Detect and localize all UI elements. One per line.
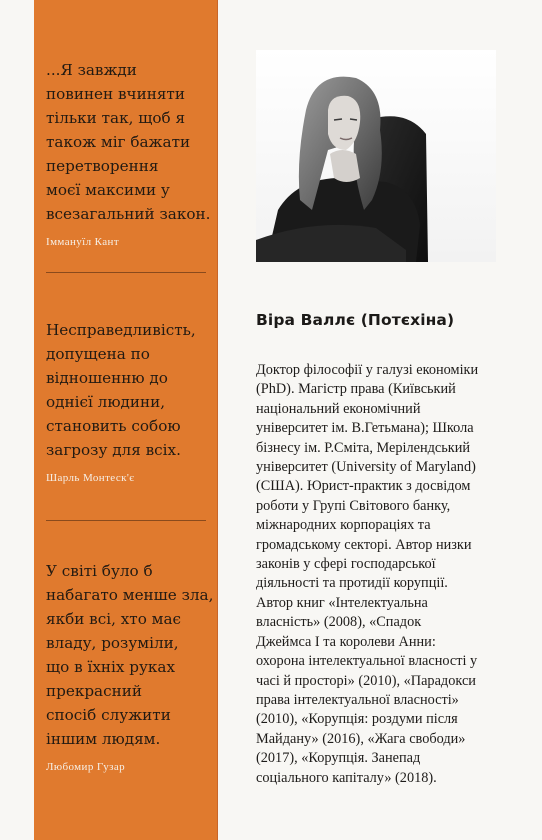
quote-divider [46, 272, 206, 273]
quote-text: ...Я завжди повинен вчиняти тільки так, щоб я також міг бажати перетворення моєї максими у всезагальний закон. [46, 61, 211, 223]
quote-huzar [46, 559, 216, 773]
author-name: Віра Валлє (Потєхіна) [256, 311, 455, 329]
quote-author: Любомир Гузар [46, 761, 126, 773]
author-portrait-image [256, 50, 496, 262]
quote-montesquieu [46, 318, 216, 484]
author-photo [256, 50, 496, 262]
quote-author: Іммануїл Кант [46, 236, 120, 248]
quote-text: Несправедливість, допущена по відношенню до однієї людини, становить собою загрозу для всіх. [46, 321, 196, 459]
quote-text: У світі було б набагато менше зла, якби всі, хто має владу, розуміли, що в їхніх руках прекрасний спосіб служити іншим людям. [46, 562, 214, 748]
author-bio: Доктор філософії у галузі економіки (PhD). Магістр права (Київський національний економічний університет ім. В.Гетьмана); Школа бізнесу ім. Р.Сміта, Мерілендський університет (University of Maryland) (США). Юрист-практик з досвідом роботи у Групі Світового банку, міжнародних корпораціях та громадському секторі. Автор низки законів у сфері господарської діяльності та протидії корупції. Автор книг «Інтелектуальна власність» (2008), «Спадок Джеймса І та королеви Анни: охорона інтелектуальної власності у часі й просторі» (2010), «Парадокси права інтелектуальної власності» (2010), «Корупція: роздуми після Майдану» (2016), «Жага свободи» (2017), «Корупція. Занепад соціального капіталу» (2018). [256, 362, 479, 786]
quote-author: Шарль Монтеск'є [46, 472, 135, 484]
quote-kant [46, 58, 216, 248]
quote-divider [46, 520, 206, 521]
